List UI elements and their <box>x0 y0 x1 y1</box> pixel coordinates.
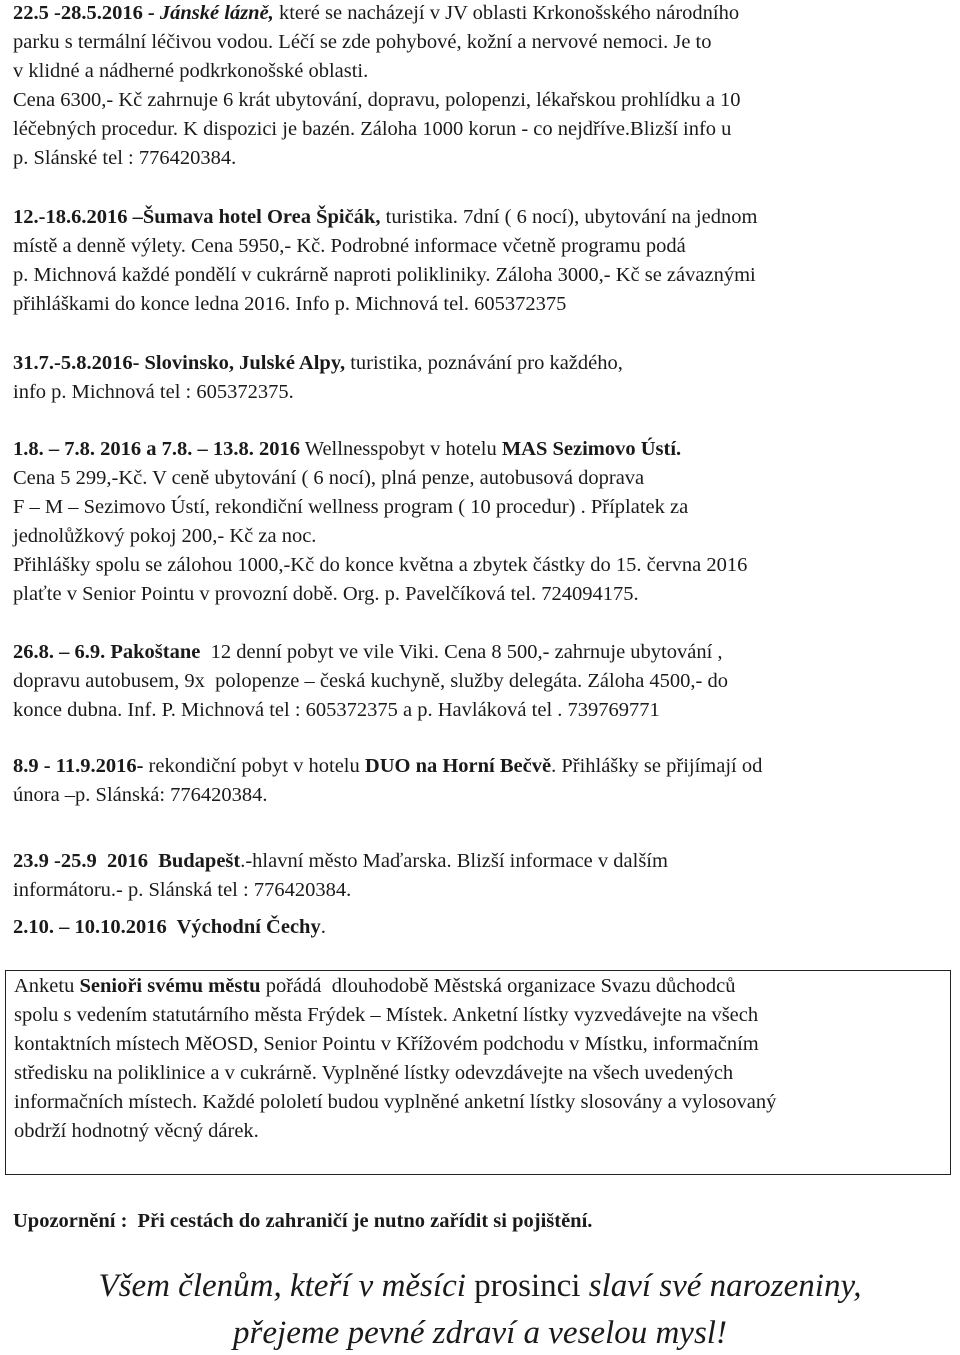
text-line <box>14 1001 946 1030</box>
wishes-month: prosinci <box>474 1268 581 1304</box>
text-line <box>13 28 946 57</box>
text-run: pořádá dlouhodobě Městská organizace Svazu důchodců <box>260 975 736 997</box>
text-run: Cena 6300,- Kč zahrnuje 6 krát ubytování, dopravu, polopenzi, lékařskou prohlídku a 10 <box>13 89 741 111</box>
text-run: středisku na poliklinice a v cukrárně. Vyplněné lístky odevzdávejte na všech uvedených <box>14 1062 734 1084</box>
text-run: turistika. 7dní ( 6 nocí), ubytování na jednom <box>380 206 758 228</box>
text-run: obdrží hodnotný věcný dárek. <box>14 1120 259 1142</box>
trip-entry-slovinsko <box>13 349 946 407</box>
text-run: 23.9 -25.9 2016 Budapešt <box>13 850 241 872</box>
text-line <box>13 261 946 290</box>
text-run: - Jánské lázně, <box>147 2 274 24</box>
wishes-text-a: Všem členům, kteří v měsíci <box>98 1268 475 1304</box>
text-run: p. Slánské tel : 776420384. <box>13 147 237 169</box>
warning-label: Upozornění : <box>13 1210 128 1232</box>
text-line <box>13 522 946 551</box>
text-line <box>13 86 946 115</box>
trip-entry-vychodni-cechy <box>13 913 946 942</box>
text-run: p. Michnová každé pondělí v cukrárně naproti polikliniky. Záloha 3000,- Kč se závaznými <box>13 264 756 286</box>
text-line <box>14 972 946 1001</box>
trip-entry-sumava <box>13 203 946 319</box>
text-run: února –p. Slánská: 776420384. <box>13 784 268 806</box>
text-run: konce dubna. Inf. P. Michnová tel : 605372375 a p. Havláková tel . 739769771 <box>13 699 660 721</box>
trip-entry-budapest <box>13 847 946 905</box>
text-run: 12.-18.6.2016 –Šumava hotel Orea Špičák, <box>13 206 381 228</box>
text-line <box>13 57 946 86</box>
text-line <box>13 493 946 522</box>
text-run: informátoru.- p. Slánská tel : 776420384. <box>13 879 352 901</box>
text-line <box>13 0 946 28</box>
text-run: . <box>320 916 326 938</box>
text-run: Přihlášky spolu se zálohou 1000,-Kč do konce května a zbytek částky do 15. června 2016 <box>13 554 748 576</box>
text-run: info p. Michnová tel : 605372375. <box>13 381 294 403</box>
text-run: dopravu autobusem, 9x polopenze – česká kuchyně, služby delegáta. Záloha 4500,- do <box>13 670 729 692</box>
text-line <box>14 1030 946 1059</box>
text-run: informačních místech. Každé pololetí budou vyplněné anketní lístky slosovány a vylosovaný <box>14 1091 777 1113</box>
text-run: plaťte v Senior Pointu v provozní době. Org. p. Pavelčíková tel. 724094175. <box>13 583 639 605</box>
text-line <box>13 290 946 319</box>
text-line <box>13 115 946 144</box>
birthday-wishes-line-1 <box>0 1264 960 1308</box>
text-run: parku s termální léčivou vodou. Léčí se zde pohybové, kožní a nervové nemoci. Je to <box>13 31 712 53</box>
text-run: DUO na Horní Bečvě <box>364 755 552 777</box>
text-line <box>14 1088 946 1117</box>
text-run: místě a denně výlety. Cena 5950,- Kč. Podrobné informace včetně programu podá <box>13 235 686 257</box>
wishes-text-c: slaví své narozeniny, <box>580 1268 862 1304</box>
text-run: kontaktních místech MěOSD, Senior Pointu v Křížovém podchodu v Místku, informačním <box>14 1033 759 1055</box>
text-line <box>13 696 946 725</box>
trip-entry-janske-lazne <box>13 0 946 173</box>
text-run: léčebných procedur. K dispozici je bazén. Záloha 1000 korun - co nejdříve.Blizší info u <box>13 118 732 140</box>
text-line <box>13 551 946 580</box>
text-line <box>13 781 946 810</box>
text-run: F – M – Sezimovo Ústí, rekondiční wellness program ( 10 procedur) . Příplatek za <box>13 496 689 518</box>
text-line <box>13 378 946 407</box>
text-line <box>13 638 946 667</box>
text-line <box>13 144 946 173</box>
text-line <box>13 913 946 942</box>
text-run: které se nacházejí v JV oblasti Krkonošského národního <box>273 2 740 24</box>
text-run: MAS Sezimovo Ústí. <box>501 438 682 460</box>
text-run: přihláškami do konce ledna 2016. Info p. Michnová tel. 605372375 <box>13 293 567 315</box>
trip-entry-pakostane <box>13 638 946 725</box>
text-run: Anketu <box>14 975 80 997</box>
text-run: turistika, poznávání pro každého, <box>345 352 623 374</box>
text-run: 26.8. – 6.9. Pakoštane <box>13 641 201 663</box>
wishes-text-line-2: přejeme pevné zdraví a veselou mysl! <box>233 1315 727 1351</box>
survey-text <box>14 972 946 1146</box>
text-run: 8.9 - 11.9.2016- <box>13 755 144 777</box>
text-run: 1.8. – 7.8. 2016 a 7.8. – 13.8. 2016 <box>13 438 300 460</box>
text-run: . Přihlášky se přijímají od <box>551 755 763 777</box>
warning-text: Při cestách do zahraničí je nutno zařídit si pojištění. <box>137 1210 593 1232</box>
text-line <box>13 847 946 876</box>
text-line <box>13 349 946 378</box>
text-line <box>13 667 946 696</box>
text-line <box>13 435 946 464</box>
insurance-warning <box>13 1207 592 1236</box>
text-line <box>13 203 946 232</box>
text-run: 12 denní pobyt ve vile Viki. Cena 8 500,- zahrnuje ubytování , <box>200 641 723 663</box>
text-run: 31.7.-5.8.2016- Slovinsko, Julské Alpy, <box>13 352 346 374</box>
trip-entry-horni-becva <box>13 752 946 810</box>
text-line <box>13 580 946 609</box>
text-run: V ceně ubytování ( 6 nocí), plná penze, autobusová doprava <box>147 467 645 489</box>
trip-entry-wellness-sezimovo-usti <box>13 435 946 609</box>
text-run: Senioři svému městu <box>79 975 261 997</box>
text-line <box>13 876 946 905</box>
text-line <box>14 1117 946 1146</box>
text-line <box>13 232 946 261</box>
text-run: 22.5 -28.5.2016 <box>13 2 148 24</box>
text-run: Cena 5 299,-Kč. <box>13 467 148 489</box>
text-line <box>13 752 946 781</box>
text-run: jednolůžkový pokoj 200,- Kč za noc. <box>13 525 317 547</box>
text-run: .-hlavní město Maďarska. Blizší informace v dalším <box>240 850 668 872</box>
birthday-wishes-line-2 <box>0 1311 960 1355</box>
text-run: rekondiční pobyt v hotelu <box>143 755 365 777</box>
text-line <box>14 1059 946 1088</box>
text-run: spolu s vedením statutárního města Frýdek – Místek. Anketní lístky vyzvedávejte na všech <box>14 1004 759 1026</box>
text-run: 2.10. – 10.10.2016 Východní Čechy <box>13 916 321 938</box>
text-run: v klidné a nádherné podkrkonošské oblasti. <box>13 60 369 82</box>
text-run: Wellnesspobyt v hotelu <box>300 438 502 460</box>
text-line <box>13 464 946 493</box>
